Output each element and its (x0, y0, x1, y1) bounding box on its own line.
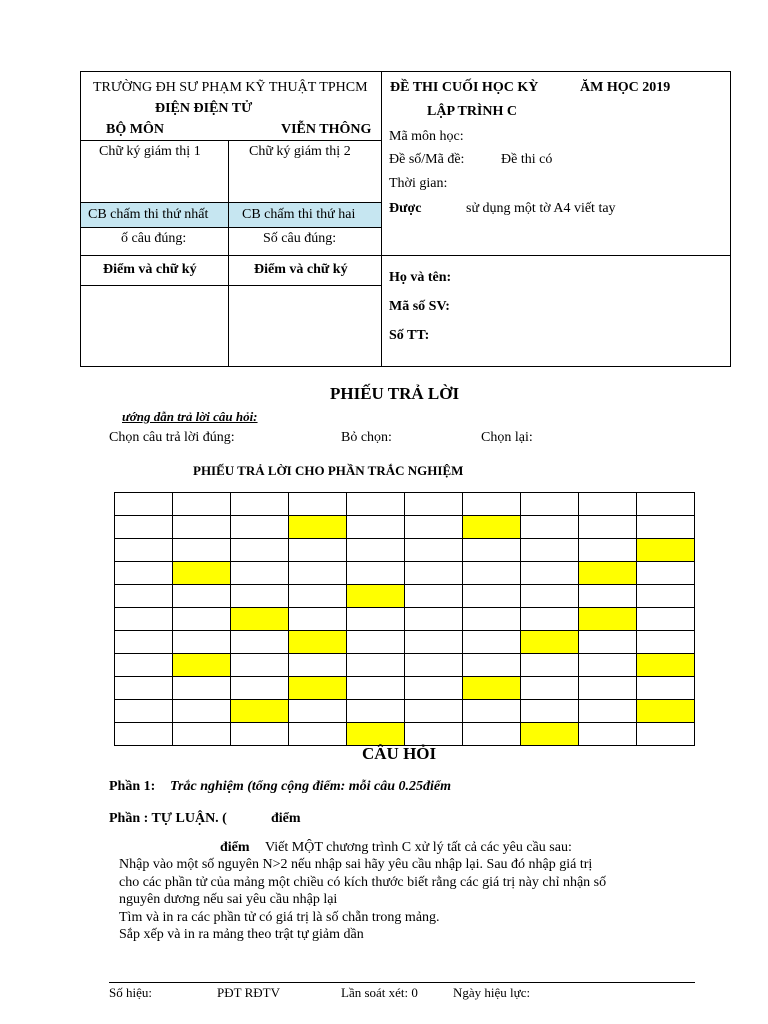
answer-cell[interactable] (637, 562, 695, 585)
grader-2-label: CB chấm thi thứ hai (242, 207, 356, 222)
answer-cell[interactable] (231, 562, 289, 585)
part-1-description: Trắc nghiệm (tổng cộng điểm: mỗi câu 0.25điểm (170, 779, 452, 794)
answer-cell[interactable] (115, 539, 173, 562)
answer-cell[interactable] (405, 677, 463, 700)
answer-cell[interactable] (405, 539, 463, 562)
footer-effective-date: Ngày hiệu lực: (453, 985, 531, 1000)
exam-number-label: Đề số/Mã đề: (389, 152, 465, 167)
questions-title: CÂU HỎI (362, 744, 437, 763)
question-line-2: cho các phần tử của mảng một chiều có kích thước biết rằng các giá trị này chỉ nhận số (119, 875, 607, 890)
answer-cell[interactable] (289, 700, 347, 723)
answer-cell[interactable] (347, 654, 405, 677)
answer-cell[interactable] (579, 516, 637, 539)
time-label: Thời gian: (389, 176, 448, 191)
answer-cell-marked[interactable] (231, 700, 289, 723)
footer-doc-number: Số hiệu: (109, 985, 152, 1000)
answer-cell[interactable] (463, 539, 521, 562)
answer-cell[interactable] (521, 700, 579, 723)
answer-cell[interactable] (463, 562, 521, 585)
dept-name: VIỄN THÔNG (281, 122, 372, 137)
answer-cell[interactable] (231, 516, 289, 539)
score-signature-2-label: Điểm và chữ ký (254, 262, 348, 277)
answer-cell[interactable] (347, 608, 405, 631)
question-line-3: nguyên dương nếu sai yêu cầu nhập lại (119, 892, 338, 907)
correct-count-2-label: Số câu đúng: (263, 231, 337, 246)
answer-grid-row (115, 562, 695, 585)
answer-cell[interactable] (521, 677, 579, 700)
answer-cell[interactable] (521, 654, 579, 677)
question-points: điểm (220, 840, 250, 855)
dept-label: BỘ MÔN (106, 122, 164, 137)
answer-cell-marked[interactable] (521, 631, 579, 654)
part-2-label: Phần : TỰ LUẬN. ( (109, 811, 227, 826)
answer-cell[interactable] (521, 562, 579, 585)
answer-cell[interactable] (579, 677, 637, 700)
sequence-number-label: Số TT: (389, 328, 430, 343)
reselect-label: Chọn lại: (481, 430, 533, 445)
answer-cell[interactable] (115, 654, 173, 677)
correct-count-1-label: ố câu đúng: (121, 231, 187, 246)
answer-cell[interactable] (463, 608, 521, 631)
part-1-label: Phần 1: (109, 779, 156, 794)
answer-cell[interactable] (115, 723, 173, 746)
footer-rule (109, 982, 695, 983)
answer-cell[interactable] (115, 562, 173, 585)
answer-cell[interactable] (579, 585, 637, 608)
answer-cell[interactable] (637, 493, 695, 516)
answer-cell-marked[interactable] (347, 723, 405, 746)
answer-cell[interactable] (173, 631, 231, 654)
answer-grid-row (115, 516, 695, 539)
answer-cell[interactable] (579, 723, 637, 746)
answer-cell[interactable] (463, 700, 521, 723)
answer-cell[interactable] (173, 700, 231, 723)
answer-cell[interactable] (405, 700, 463, 723)
answer-cell[interactable] (347, 539, 405, 562)
answer-grid-row (115, 539, 695, 562)
answer-cell[interactable] (289, 493, 347, 516)
answer-cell[interactable] (405, 608, 463, 631)
exam-title: ĐỀ THI CUỐI HỌC KỲ (390, 80, 539, 95)
answer-cell[interactable] (463, 631, 521, 654)
answer-cell[interactable] (405, 516, 463, 539)
answer-cell[interactable] (405, 562, 463, 585)
answer-cell[interactable] (115, 677, 173, 700)
answer-cell[interactable] (173, 539, 231, 562)
answer-cell[interactable] (115, 700, 173, 723)
answer-cell[interactable] (463, 493, 521, 516)
answer-cell[interactable] (115, 493, 173, 516)
answer-cell[interactable] (405, 654, 463, 677)
answer-cell[interactable] (231, 493, 289, 516)
answer-cell[interactable] (579, 631, 637, 654)
question-intro: Viết MỘT chương trình C xử lý tất cả các yêu cầu sau: (265, 840, 572, 855)
answer-cell[interactable] (231, 585, 289, 608)
answer-cell[interactable] (173, 677, 231, 700)
answer-cell[interactable] (347, 562, 405, 585)
answer-cell[interactable] (289, 539, 347, 562)
answer-cell-marked[interactable] (463, 516, 521, 539)
answer-cell-marked[interactable] (173, 654, 231, 677)
proctor-2-signature-label: Chữ ký giám thị 2 (249, 144, 351, 159)
question-line-4: Tìm và in ra các phần tử có giá trị là số chẵn trong mảng. (119, 910, 440, 925)
answer-cell[interactable] (115, 608, 173, 631)
answer-cell[interactable] (173, 608, 231, 631)
answer-cell[interactable] (637, 631, 695, 654)
answer-cell-marked[interactable] (289, 677, 347, 700)
student-name-label: Họ và tên: (389, 270, 452, 285)
answer-cell-marked[interactable] (521, 723, 579, 746)
answer-cell[interactable] (463, 585, 521, 608)
allowed-text: sử dụng một tờ A4 viết tay (466, 201, 616, 216)
answer-cell[interactable] (289, 562, 347, 585)
answer-cell[interactable] (521, 585, 579, 608)
answer-cell[interactable] (579, 700, 637, 723)
answer-cell[interactable] (463, 723, 521, 746)
grader-1-label: CB chấm thi thứ nhất (88, 207, 209, 222)
answer-cell[interactable] (173, 585, 231, 608)
answer-cell[interactable] (579, 493, 637, 516)
answer-cell[interactable] (231, 723, 289, 746)
answer-cell-marked[interactable] (579, 608, 637, 631)
choose-answer-label: Chọn câu trả lời đúng: (109, 430, 235, 445)
answer-cell-marked[interactable] (579, 562, 637, 585)
unselect-label: Bỏ chọn: (341, 430, 392, 445)
question-line-1: Nhập vào một số nguyên N>2 nếu nhập sai hãy yêu cầu nhập lại. Sau đó nhập giá trị (119, 857, 593, 872)
answer-cell-marked[interactable] (463, 677, 521, 700)
answer-cell[interactable] (289, 585, 347, 608)
exam-pages-label: Đề thi có (501, 152, 553, 167)
answer-cell-marked[interactable] (637, 700, 695, 723)
answer-cell[interactable] (405, 723, 463, 746)
answer-grid-row (115, 700, 695, 723)
answer-cell[interactable] (521, 608, 579, 631)
answer-guide-heading: ướng dẫn trả lời câu hỏi: (122, 409, 258, 424)
answer-cell[interactable] (463, 654, 521, 677)
part-2-points: điểm (271, 811, 301, 826)
answer-grid-row (115, 493, 695, 516)
answer-grid-row (115, 608, 695, 631)
answer-cell[interactable] (173, 723, 231, 746)
footer-code: PĐT RĐTV (217, 985, 280, 1000)
exam-year: ĂM HỌC 2019 (580, 80, 671, 95)
answer-grid-row (115, 585, 695, 608)
answer-cell-marked[interactable] (347, 585, 405, 608)
answer-cell-marked[interactable] (289, 516, 347, 539)
answer-cell[interactable] (289, 723, 347, 746)
answer-sheet-title: PHIẾU TRẢ LỜI (330, 384, 460, 403)
answer-cell[interactable] (347, 631, 405, 654)
answer-cell[interactable] (347, 677, 405, 700)
answer-cell-marked[interactable] (231, 608, 289, 631)
answer-grid-row (115, 654, 695, 677)
answer-cell-marked[interactable] (637, 654, 695, 677)
answer-cell[interactable] (231, 631, 289, 654)
score-signature-1-label: Điểm và chữ ký (103, 262, 197, 277)
answer-cell[interactable] (347, 700, 405, 723)
answer-cell-marked[interactable] (637, 539, 695, 562)
student-id-label: Mã số SV: (389, 299, 450, 314)
answer-cell-marked[interactable] (289, 631, 347, 654)
answer-cell[interactable] (521, 516, 579, 539)
answer-grid (114, 492, 695, 746)
answer-cell[interactable] (347, 516, 405, 539)
answer-cell[interactable] (115, 585, 173, 608)
answer-cell[interactable] (289, 654, 347, 677)
allowed-label: Được (389, 201, 422, 216)
answer-cell[interactable] (405, 585, 463, 608)
course-code-label: Mã môn học: (389, 129, 464, 144)
footer-revision: Lần soát xét: 0 (341, 985, 418, 1000)
answer-cell[interactable] (347, 493, 405, 516)
answer-cell[interactable] (579, 539, 637, 562)
answer-cell[interactable] (173, 516, 231, 539)
answer-grid-row (115, 723, 695, 746)
answer-cell[interactable] (637, 723, 695, 746)
answer-grid-row (115, 631, 695, 654)
course-name: LẬP TRÌNH C (427, 104, 517, 119)
answer-cell[interactable] (521, 539, 579, 562)
answer-cell-marked[interactable] (173, 562, 231, 585)
proctor-1-signature-label: Chữ ký giám thị 1 (99, 144, 201, 159)
answer-cell[interactable] (521, 493, 579, 516)
faculty-name: ĐIỆN ĐIỆN TỬ (155, 101, 253, 116)
mc-answer-title: PHIẾU TRẢ LỜI CHO PHẦN TRẮC NGHIỆM (193, 463, 464, 478)
question-line-5: Sắp xếp và in ra mảng theo trật tự giảm dần (119, 927, 364, 942)
school-name: TRƯỜNG ĐH SƯ PHẠM KỸ THUẬT TPHCM (93, 80, 368, 95)
answer-cell[interactable] (115, 516, 173, 539)
answer-cell[interactable] (405, 631, 463, 654)
answer-cell[interactable] (579, 654, 637, 677)
answer-cell[interactable] (637, 608, 695, 631)
answer-cell[interactable] (289, 608, 347, 631)
answer-cell[interactable] (115, 631, 173, 654)
answer-cell[interactable] (637, 516, 695, 539)
answer-cell[interactable] (231, 677, 289, 700)
answer-cell[interactable] (173, 493, 231, 516)
answer-cell[interactable] (231, 539, 289, 562)
answer-cell[interactable] (637, 677, 695, 700)
answer-cell[interactable] (231, 654, 289, 677)
answer-cell[interactable] (405, 493, 463, 516)
answer-grid-row (115, 677, 695, 700)
answer-cell[interactable] (637, 585, 695, 608)
